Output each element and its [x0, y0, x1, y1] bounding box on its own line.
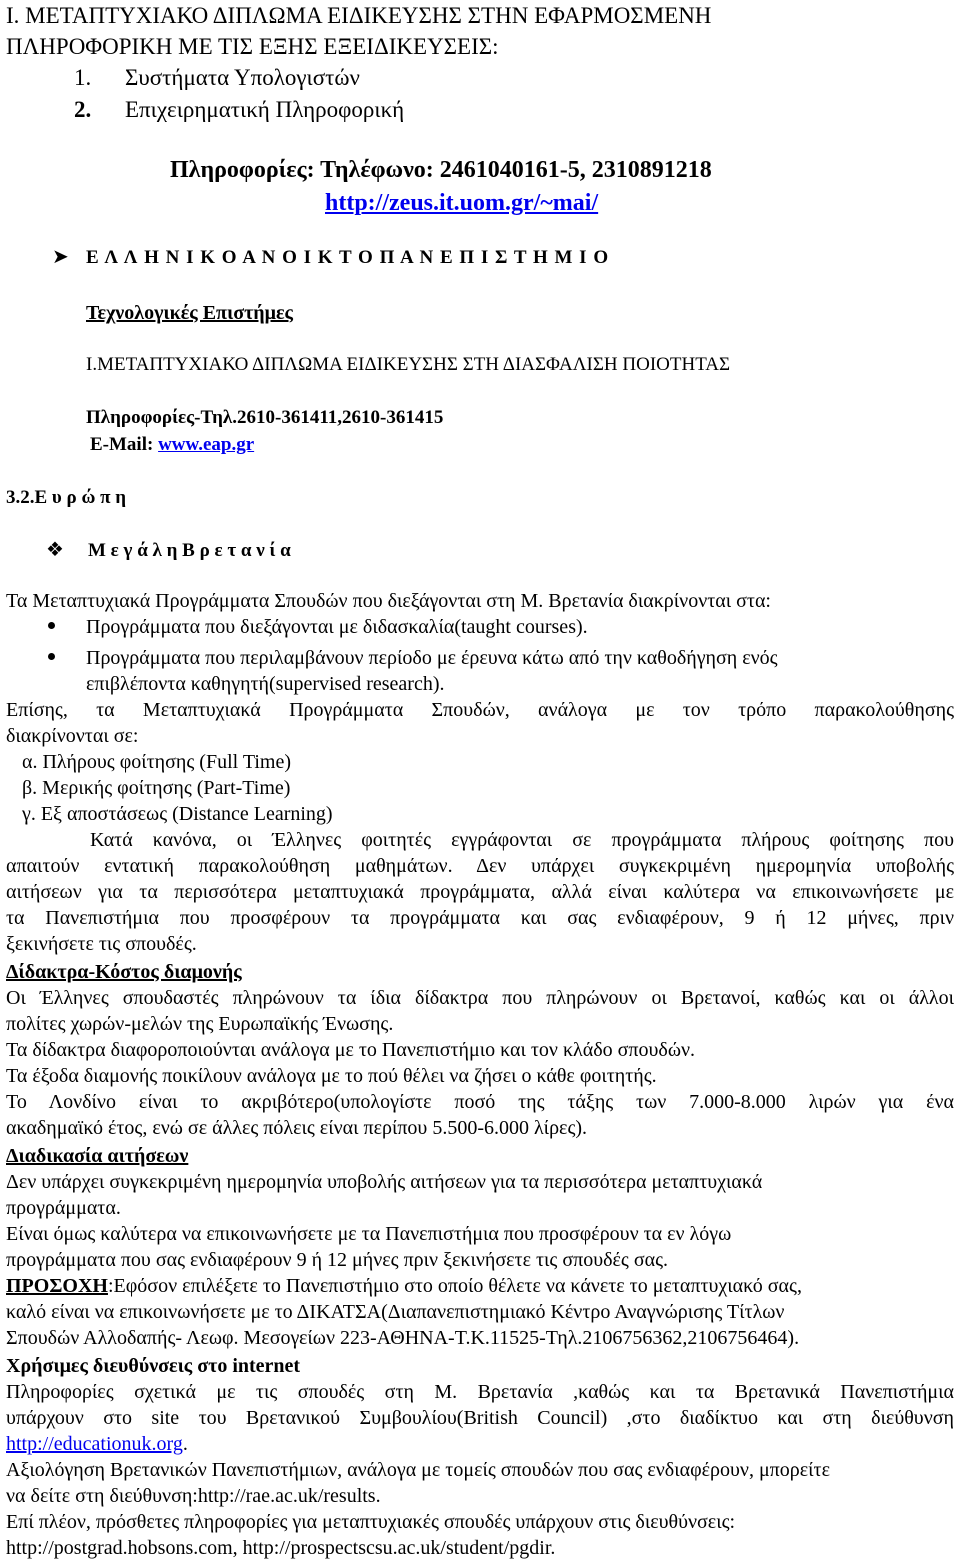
paragraph-1-line-5: ξεκινήσετε τις σπουδές.: [6, 933, 197, 955]
paragraph-1-line-3: αιτήσεων για τα περισσότερα μεταπτυχιακά προγράμματα, αλλά είναι καλύτερα να επικοινωνήσετε με: [6, 881, 954, 903]
apply-line-1: Δεν υπάρχει συγκεκριμένη ημερομηνία υποβολής αιτήσεων για τα περισσότερα μεταπτυχιακά: [6, 1171, 763, 1193]
also-line-2: διακρίνονται σε:: [6, 725, 139, 747]
bullet-2-line-1: Προγράμματα που περιλαμβάνουν περίοδο με έρευνα κάτω από την καθοδήγηση ενός: [86, 647, 778, 669]
useful-line-7: http://postgrad.hobsons.com, http://prospectscsu.ac.uk/student/pgdir.: [6, 1537, 556, 1559]
useful-link-period: .: [182, 1433, 188, 1455]
mode-a: α. Πλήρους φοίτησης (Full Time): [22, 751, 291, 773]
list-item-2: Επιχειρηματική Πληροφορική: [125, 97, 405, 122]
fees-line-5: Το Λονδίνο είναι το ακριβότερο(υπολογίστε ποσό της τάξης των 7.000-8.000 λιρών για ένα: [6, 1091, 954, 1113]
heading-line-2: ΠΛΗΡΟΦΟΡΙΚΗ ΜΕ ΤΙΣ ΕΞΗΣ ΕΞΕΙΔΙΚΕΥΣΕΙΣ:: [6, 34, 499, 59]
useful-heading: Χρήσιμες διευθύνσεις στο internet: [6, 1355, 301, 1377]
paragraph-1-line-4: τα Πανεπιστήμια που προσφέρουν τα προγράμματα και σας ενδιαφέρουν, 9 ή 12 μήνες, πριν: [6, 907, 954, 929]
fees-line-4: Τα έξοδα διαμονής ποικίλουν ανάλογα με το πού θέλει να ζήσει ο κάθε φοιτητής.: [6, 1065, 657, 1087]
eap-email-link[interactable]: www.eap.gr: [158, 434, 255, 455]
attention-line-3: Σπουδών Αλλοδαπής- Λεωφ. Μεσογείων 223-ΑΘΗΝΑ-Τ.Κ.11525-Τηλ.2106756362,2106756464).: [6, 1327, 800, 1349]
eap-phone: Πληροφορίες-Τηλ.2610-361411,2610-361415: [86, 407, 444, 428]
useful-line-1: Πληροφορίες σχετικά με τις σπουδές στη Μ. Βρετανία ,καθώς και τα Βρετανικά Πανεπιστήμια: [6, 1381, 954, 1403]
bullet-icon: [48, 653, 55, 660]
useful-line-2: υπάρχουν στο site του Βρετανικού Συμβουλίου(British Council) ,στο διαδίκτυο και στη διεύθυνση: [6, 1407, 954, 1429]
fees-heading: Δίδακτρα-Κόστος διαμονής: [6, 961, 242, 983]
eap-email-label: E-Mail:: [90, 434, 159, 455]
bullet-icon: [48, 622, 55, 629]
useful-line-4: Αξιολόγηση Βρετανικών Πανεπιστήμιων, ανάλογα με τομείς σπουδών που σας ενδιαφέρουν, μπορείτε: [6, 1459, 830, 1481]
paragraph-1-line-1: Κατά κανόνα, οι Έλληνες φοιτητές εγγράφονται σε προγράμματα πλήρους φοίτησης που: [90, 829, 954, 851]
apply-line-2: προγράμματα.: [6, 1197, 121, 1219]
heading-line-1: I. ΜΕΤΑΠΤΥΧΙΑΚΟ ΔΙΠΛΩΜΑ ΕΙΔΙΚΕΥΣΗΣ ΣΤΗΝ ΕΦΑΡΜΟΣΜΕΝΗ: [6, 3, 712, 28]
section-europe: 3.2.Ε υ ρ ώ π η: [6, 487, 127, 508]
useful-line-3: [6, 1431, 188, 1457]
apply-line-3: Είναι όμως καλύτερα να επικοινωνήσετε με τα Πανεπιστήμια που προσφέρουν τα εν λόγω: [6, 1223, 732, 1245]
list-number-1: 1.: [74, 65, 92, 90]
attention-label: ΠΡΟΣΟΧΗ: [6, 1275, 108, 1297]
useful-line-6: Επί πλέον, πρόσθετες πληροφορίες για μεταπτυχιακές σπουδές υπάρχουν στις διευθύνσεις:: [6, 1511, 736, 1533]
attention-line-1: [6, 1273, 802, 1299]
fees-line-3: Τα δίδακτρα διαφοροποιούνται ανάλογα με το Πανεπιστήμιο και τον κλάδο σπουδών.: [6, 1039, 696, 1061]
mode-b: β. Μερικής φοίτησης (Part-Time): [22, 777, 291, 799]
country-title: Μ ε γ ά λ η Β ρ ε τ α ν ί α: [88, 540, 291, 561]
info-link[interactable]: http://zeus.it.uom.gr/~mai/: [325, 190, 599, 216]
list-number-2: 2.: [74, 97, 92, 122]
eap-program: Ι.ΜΕΤΑΠΤΥΧΙΑΚΟ ΔΙΠΛΩΜΑ ΕΙΔΙΚΕΥΣΗΣ ΣΤΗ ΔΙΑΣΦΑΛΙΣΗ ΠΟΙΟΤΗΤΑΣ: [86, 354, 731, 375]
eap-subtitle: Τεχνολογικές Επιστήμες: [86, 302, 293, 324]
bullet-2-line-2: επιβλέποντα καθηγητή(supervised research).: [86, 673, 445, 695]
bullet-1: Προγράμματα που διεξάγονται με διδασκαλία(taught courses).: [86, 616, 588, 638]
list-item-1: Συστήματα Υπολογιστών: [125, 65, 360, 90]
also-line-1: Επίσης, τα Μεταπτυχιακά Προγράμματα Σπουδών, ανάλογα με τον τρόπο παρακολούθησης: [6, 699, 954, 721]
apply-heading: Διαδικασία αιτήσεων: [6, 1145, 189, 1167]
fees-line-1: Οι Έλληνες σπουδαστές πληρώνουν τα ίδια δίδακτρα που πληρώνουν οι Βρετανοί, καθώς και οι άλλοι: [6, 987, 954, 1009]
eap-title: Ε Λ Λ Η Ν Ι Κ Ο Α Ν Ο Ι Κ Τ Ο Π Α Ν Ε Π Ι Σ Τ Η Μ Ι Ο: [86, 247, 610, 268]
fees-line-2: πολίτες χωρών-μελών της Ευρωπαϊκής Ένωσης.: [6, 1013, 394, 1035]
educationuk-link[interactable]: http://educationuk.org: [6, 1433, 183, 1455]
eap-email-line: [90, 432, 254, 458]
useful-line-5: να δείτε στη διεύθυνση:http://rae.ac.uk/results.: [6, 1485, 381, 1507]
info-phone: Πληροφορίες: Τηλέφωνο: 2461040161-5, 2310891218: [170, 157, 712, 183]
apply-line-4: προγράμματα που σας ενδιαφέρουν 9 ή 12 μήνες πριν ξεκινήσετε τις σπουδές σας.: [6, 1249, 669, 1271]
intro-text: Τα Μεταπτυχιακά Προγράμματα Σπουδών που διεξάγονται στη Μ. Βρετανία διακρίνονται στα:: [6, 590, 771, 612]
mode-c: γ. Εξ αποστάσεως (Distance Learning): [22, 803, 333, 825]
attention-text: :Εφόσον επιλέξετε το Πανεπιστήμιο στο οποίο θέλετε να κάνετε το μεταπτυχιακό σας,: [107, 1275, 802, 1297]
paragraph-1-line-2: απαιτούν εντατική παρακολούθηση μαθημάτων. Δεν υπάρχει συγκεκριμένη ημερομηνία υποβολής: [6, 855, 954, 877]
attention-line-2: καλό είναι να επικοινωνήσετε με το ΔΙΚΑΤΣΑ(Διαπανεπιστημιακό Κέντρο Αναγνώρισης Τίτλων: [6, 1301, 785, 1323]
fees-line-6: ακαδημαϊκό έτος, ενώ σε άλλες πόλεις είναι περίπου 5.500-6.000 λίρες).: [6, 1117, 588, 1139]
arrowhead-bullet-icon: ➤: [52, 246, 69, 268]
diamond-bullet-icon: ❖: [46, 539, 64, 561]
